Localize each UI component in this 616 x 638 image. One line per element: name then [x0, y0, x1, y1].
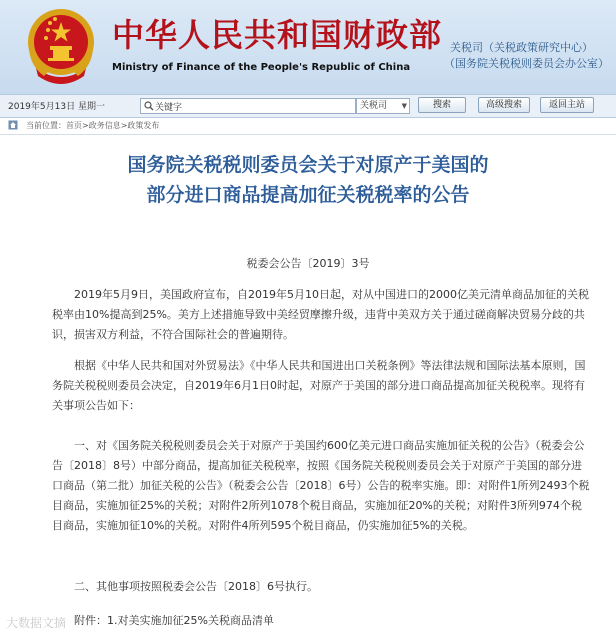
breadcrumb-separator: > [120, 121, 128, 130]
search-scope-select[interactable] [356, 98, 410, 114]
site-title-cn: 中华人民共和国财政部 [112, 16, 443, 54]
department-name [444, 40, 612, 72]
breadcrumb [0, 117, 616, 133]
return-home-button[interactable]: 返回主站 [540, 97, 594, 113]
national-emblem-icon [26, 6, 96, 88]
department-line-2: （国务院关税税则委员会办公室） [444, 57, 609, 70]
search-scope-value: 关税司 [360, 101, 388, 111]
breadcrumb-gov-info[interactable]: 政务信息 [88, 121, 121, 130]
breadcrumb-prefix: 当前位置： [26, 121, 66, 130]
paragraph-1: 2019年5月9日，美国政府宣布，自2019年5月10日起，对从中国进口的2000亿美元清单商品加征的关税税率由10%提高到25%。美方上述措施导致中美经贸摩擦升级，违背中美双方关于通过磋商解决贸易分歧的共识，损害双方利益，不符合国际社会的普遍期待。 [52, 288, 589, 341]
breadcrumb-separator: > [82, 121, 89, 130]
search-box[interactable] [140, 98, 356, 114]
department-line-1: 关税司（关税政策研究中心） [450, 41, 593, 54]
chevron-down-icon: ▼ [401, 102, 407, 110]
breadcrumb-policy-release[interactable]: 政策发布 [127, 121, 160, 130]
search-icon [144, 101, 154, 111]
paragraph-2: 根据《中华人民共和国对外贸易法》《中华人民共和国进出口关税条例》等法律法规和国际法基本原则，国务院关税税则委员会决定，自2019年6月1日0时起，对原产于美国的部分进口商品提高加征关税税率。现将有关事项公告如下： [52, 359, 586, 412]
watermark: 大数据文摘 [6, 616, 67, 630]
advanced-search-button[interactable]: 高级搜索 [478, 97, 530, 113]
divider [0, 134, 616, 135]
attachment-line[interactable]: 附件：1.对美实施加征25%关税商品清单 [74, 614, 274, 627]
document-number: 税委会公告〔2019〕3号 [246, 257, 370, 270]
article-title-line-2: 部分进口商品提高加征关税税率的公告 [146, 184, 470, 206]
article-title-line-1: 国务院关税税则委员会关于对原产于美国的 [127, 154, 489, 176]
search-button[interactable]: 搜索 [418, 97, 466, 113]
current-date: 2019年5月13日 星期一 [8, 102, 105, 112]
paragraph-4: 二、其他事项按照税委会公告〔2018〕6号执行。 [74, 580, 318, 593]
search-input[interactable] [155, 99, 351, 113]
site-header [0, 0, 616, 94]
breadcrumb-home[interactable]: 首页 [66, 121, 82, 130]
paragraph-3: 一、对《国务院关税税则委员会关于对原产于美国约600亿美元进口商品实施加征关税的公告》（税委会公告〔2018〕8号）中部分商品，提高加征关税税率，按照《国务院关税税则委员会关于对原产于美国的部分进口商品（第二批）加征关税的公告》（税委会公告〔2018〕6号）公告的税率实施。即：对附件1所列2493个税目商品，实施加征25%的关税；对附件2所列1078个税目商品，实施加征20%的关税；对附件3所列974个税目商品，实施加征10%的关税。对附件4所列595个税目商品，仍实施加征5%的关税。 [52, 439, 590, 532]
article-title [0, 150, 616, 210]
toolbar [0, 94, 616, 118]
site-title-en: Ministry of Finance of the People's Republic of China [112, 62, 411, 73]
location-icon [8, 120, 18, 130]
